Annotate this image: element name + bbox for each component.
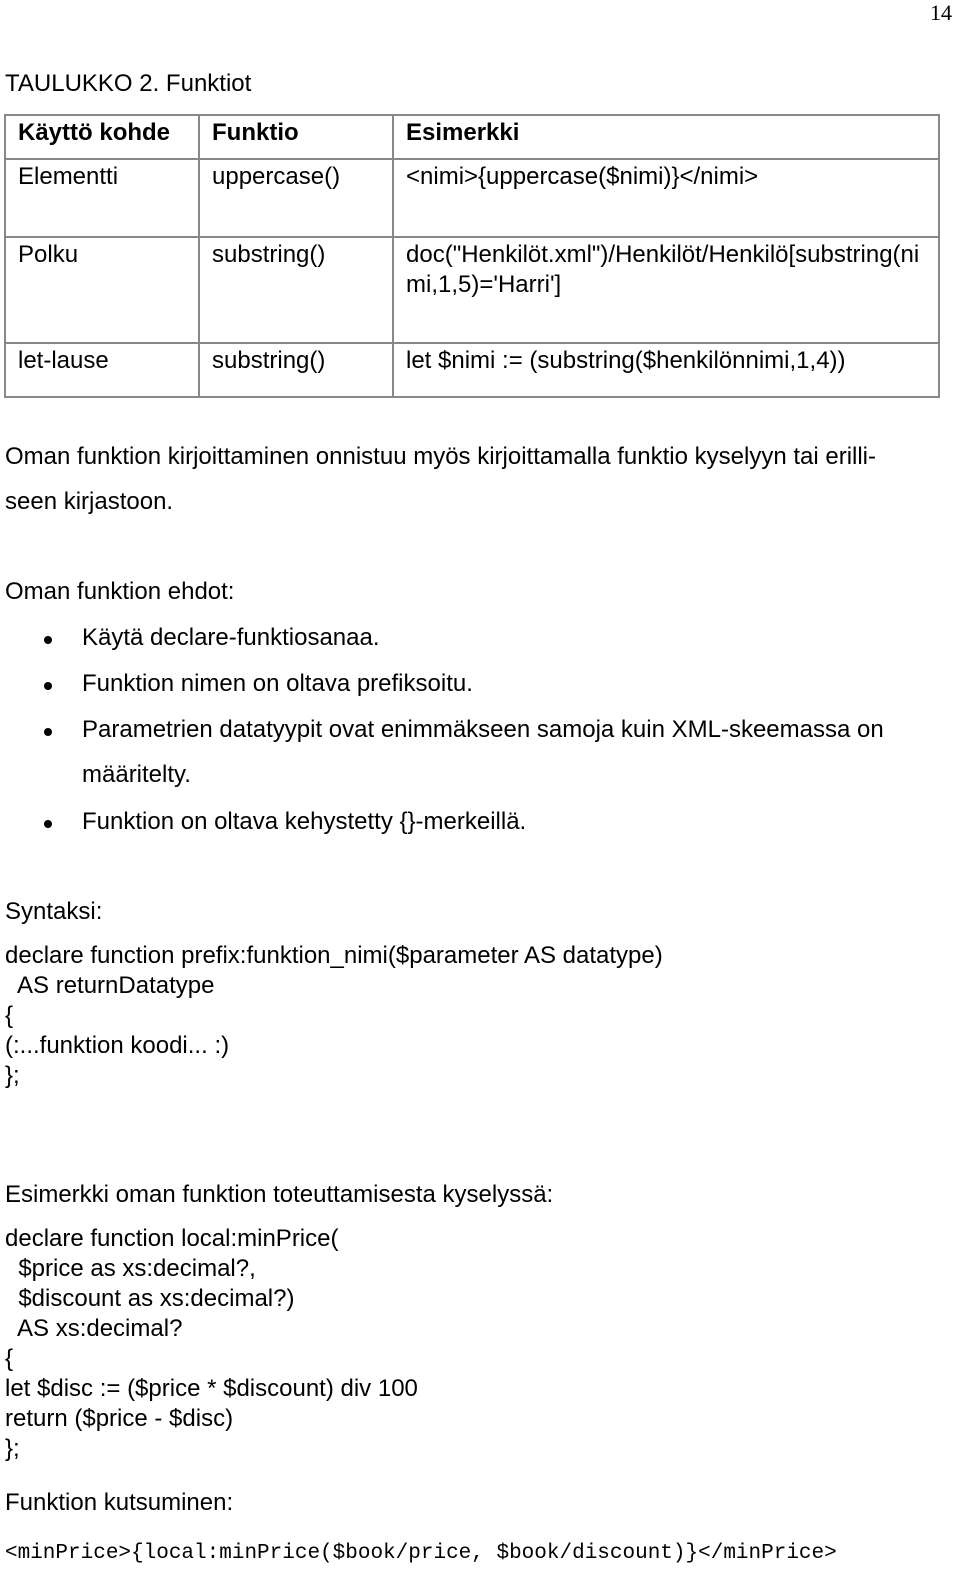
conditions-heading: Oman funktion ehdot: <box>5 578 235 605</box>
example-heading: Esimerkki oman funktion toteuttamisesta kyselyssä: <box>5 1181 554 1208</box>
header-example: Esimerkki <box>393 115 939 159</box>
call-heading: Funktion kutsuminen: <box>5 1489 234 1516</box>
list-item: Parametrien datatyypit ovat enimmäkseen samoja kuin XML-skeemassa on <box>82 716 884 743</box>
bullet-icon <box>44 682 52 690</box>
code-line: declare function local:minPrice( <box>5 1225 339 1252</box>
code-line: { <box>5 1345 14 1372</box>
list-item: Funktion on oltava kehystetty {}-merkeillä. <box>82 808 527 835</box>
code-line: declare function prefix:funktion_nimi($parameter AS datatype) <box>5 942 663 969</box>
code-line: }; <box>5 1062 20 1089</box>
table-cell: Polku <box>5 237 199 343</box>
code-line: return ($price - $disc) <box>5 1405 234 1432</box>
code-line: AS xs:decimal? <box>5 1315 183 1342</box>
page-number: 14 <box>930 0 952 25</box>
table-cell: substring() <box>199 237 393 343</box>
table-cell: <nimi>{uppercase($nimi)}</nimi> <box>393 159 939 237</box>
list-item-continuation: määritelty. <box>82 761 191 788</box>
table-cell: doc("Henkilöt.xml")/Henkilöt/Henkilö[substring(nimi,1,5)='Harri'] <box>393 237 939 343</box>
bullet-icon <box>44 728 52 736</box>
functions-table <box>4 114 940 398</box>
table-header-row <box>5 115 939 159</box>
table-caption: TAULUKKO 2. Funktiot <box>5 70 252 97</box>
table-row <box>5 159 939 237</box>
bullet-icon <box>44 820 52 828</box>
code-line: }; <box>5 1435 20 1462</box>
syntax-heading: Syntaksi: <box>5 898 103 925</box>
header-usage: Käyttö kohde <box>5 115 199 159</box>
code-line: { <box>5 1002 14 1029</box>
header-function: Funktio <box>199 115 393 159</box>
table-cell: Elementti <box>5 159 199 237</box>
code-line: $price as xs:decimal?, <box>5 1255 256 1282</box>
code-line: $discount as xs:decimal?) <box>5 1285 295 1312</box>
table-row <box>5 343 939 397</box>
table-cell: uppercase() <box>199 159 393 237</box>
code-line: AS returnDatatype <box>5 972 215 999</box>
paragraph-line: Oman funktion kirjoittaminen onnistuu myös kirjoittamalla funktio kyselyyn tai erilli- <box>5 443 877 470</box>
table-row <box>5 237 939 343</box>
code-line: let $disc := ($price * $discount) div 100 <box>5 1375 418 1402</box>
table-cell: let-lause <box>5 343 199 397</box>
table-cell: substring() <box>199 343 393 397</box>
bullet-icon <box>44 636 52 644</box>
paragraph-line: seen kirjastoon. <box>5 488 174 515</box>
list-item: Käytä declare-funktiosanaa. <box>82 624 380 651</box>
list-item: Funktion nimen on oltava prefiksoitu. <box>82 670 473 697</box>
call-code: <minPrice>{local:minPrice($book/price, $book/discount)}</minPrice> <box>5 1542 837 1565</box>
table-cell: let $nimi := (substring($henkilönnimi,1,4)) <box>393 343 939 397</box>
code-line: (:...funktion koodi... :) <box>5 1032 230 1059</box>
